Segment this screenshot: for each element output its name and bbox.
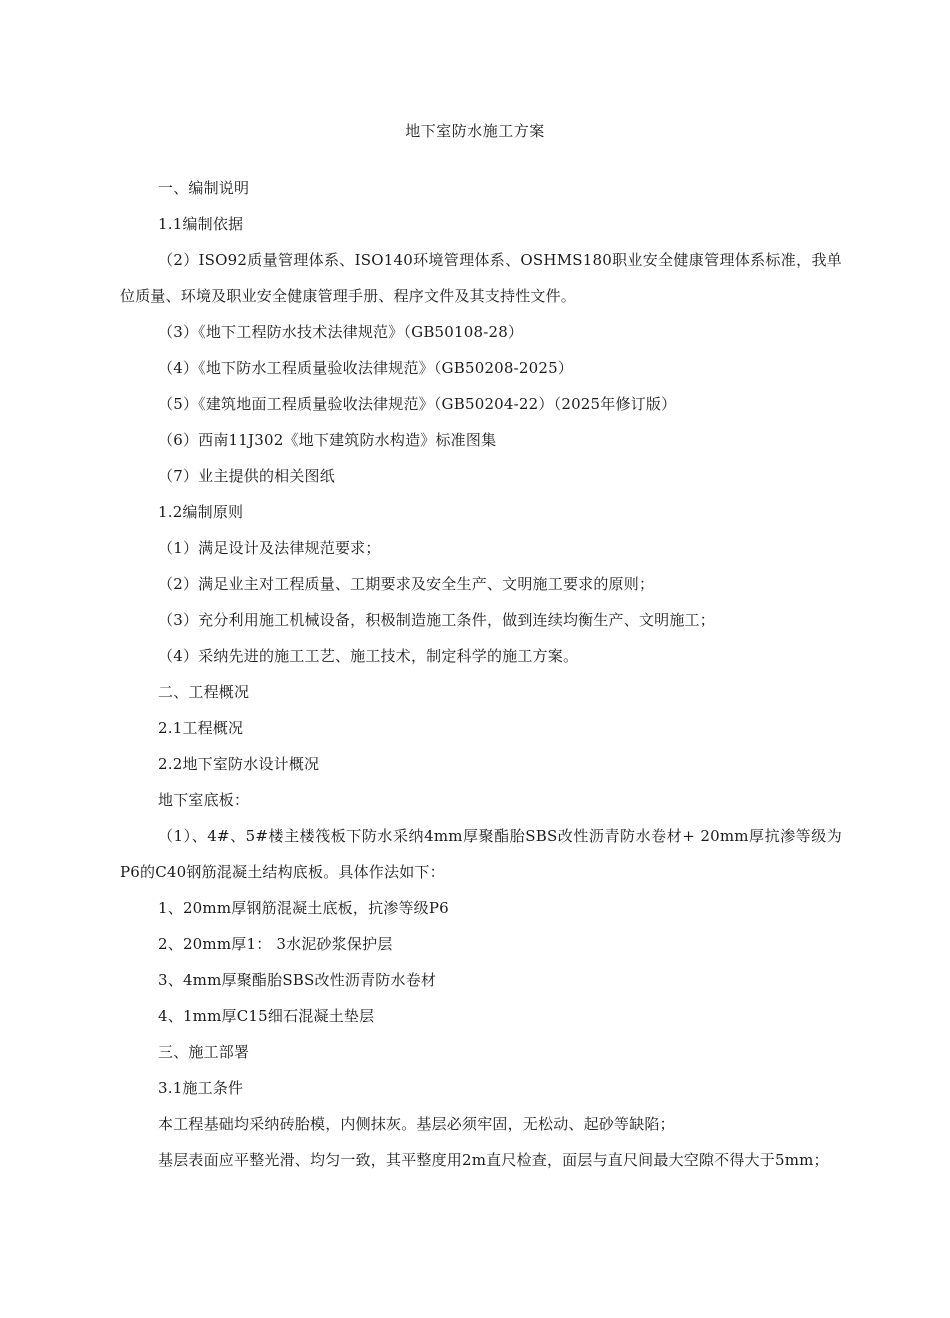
document-title: 地下室防水施工方案 xyxy=(405,122,545,140)
paragraph: （4）《地下防水工程质量验收法律规范》（GB50208-2025） xyxy=(158,359,574,377)
subsection-heading: 2.2地下室防水设计概况 xyxy=(158,755,320,773)
section-heading: 二、工程概况 xyxy=(158,683,250,701)
subsection-heading: 1.1编制依据 xyxy=(158,215,244,233)
list-item: 4、1mm厚C15细石混凝土垫层 xyxy=(158,1007,375,1025)
paragraph: 基层表面应平整光滑、均匀一致，其平整度用2m直尺检查，面层与直尺间最大空隙不得大于5mm； xyxy=(158,1151,829,1169)
paragraph: （2）ISO92质量管理体系、ISO140环境管理体系、OSHMS180职业安全健康管理体系标准，我单位质量、环境及职业安全健康管理手册、程序文件及其支持性文件。 xyxy=(120,251,842,305)
paragraph: （3）《地下工程防水技术法律规范》（GB50108-28） xyxy=(158,323,524,341)
paragraph: （6）西南11J302《地下建筑防水构造》标准图集 xyxy=(158,431,497,449)
paragraph: （1）满足设计及法律规范要求； xyxy=(158,539,381,557)
paragraph: （4）采纳先进的施工工艺、施工技术，制定科学的施工方案。 xyxy=(158,647,579,665)
paragraph: 地下室底板： xyxy=(158,791,250,809)
paragraph: （2）满足业主对工程质量、工期要求及安全生产、文明施工要求的原则； xyxy=(158,575,655,593)
paragraph: （7）业主提供的相关图纸 xyxy=(158,467,335,485)
paragraph: （3）充分利用施工机械设备，积极制造施工条件，做到连续均衡生产、文明施工； xyxy=(158,611,715,629)
paragraph: 本工程基础均采纳砖胎模，内侧抹灰。基层必须牢固，无松动、起砂等缺陷； xyxy=(158,1115,675,1133)
list-item: 3、4mm厚聚酯胎SBS改性沥青防水卷材 xyxy=(158,971,437,989)
subsection-heading: 1.2编制原则 xyxy=(158,503,244,521)
section-heading: 三、施工部署 xyxy=(158,1043,250,1061)
list-item: 2、20mm厚1： 3水泥砂浆保护层 xyxy=(158,935,393,953)
paragraph: （1）、4#、5#楼主楼筏板下防水采纳4mm厚聚酯胎SBS改性沥青防水卷材+ 20mm厚抗渗等级为P6的C40钢筋混凝土结构底板。具体作法如下： xyxy=(120,827,842,881)
list-item: 1、20mm厚钢筋混凝土底板，抗渗等级P6 xyxy=(158,899,449,917)
section-heading: 一、编制说明 xyxy=(158,179,250,197)
subsection-heading: 3.1施工条件 xyxy=(158,1079,244,1097)
document-body xyxy=(120,170,842,1178)
subsection-heading: 2.1工程概况 xyxy=(158,719,244,737)
paragraph: （5）《建筑地面工程质量验收法律规范》（GB50204-22）（2025年修订版） xyxy=(158,395,677,413)
